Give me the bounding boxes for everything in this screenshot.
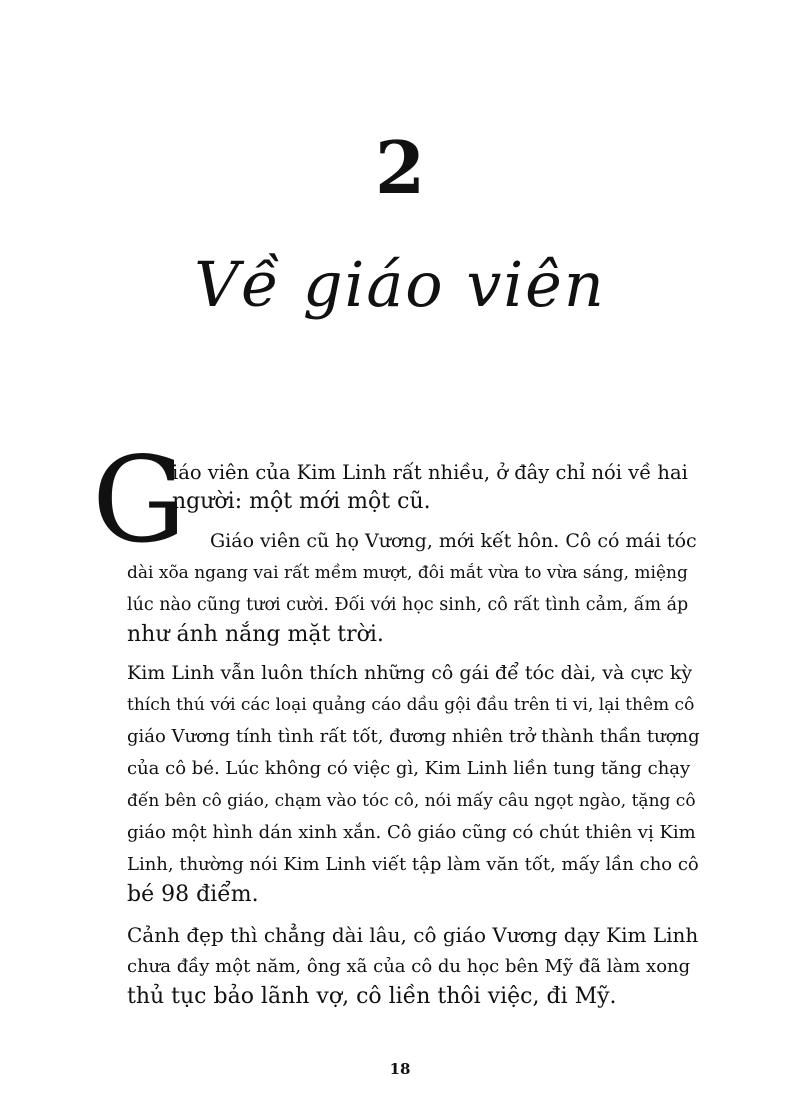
text-line: giáo một hình dán xinh xắn. Cô giáo cũng có chút thiên vị Kim (127, 822, 696, 843)
text-line: đến bên cô giáo, chạm vào tóc cô, nói mấy câu ngọt ngào, tặng cô (127, 791, 696, 811)
text-line: bé 98 điểm. (127, 882, 259, 907)
text-line: thủ tục bảo lãnh vợ, cô liền thôi việc, đi Mỹ. (127, 984, 617, 1009)
text-line: người: một mới một cũ. (172, 489, 431, 514)
text-line: chưa đầy một năm, ông xã của cô du học bên Mỹ đã làm xong (127, 956, 691, 977)
text-line: của cô bé. Lúc không có việc gì, Kim Linh liền tung tăng chạy (127, 758, 691, 779)
chapter-title: Về giáo viên (194, 248, 606, 321)
text-line: Cảnh đẹp thì chẳng dài lâu, cô giáo Vương dạy Kim Linh (127, 923, 699, 947)
text-line: iáo viên của Kim Linh rất nhiều, ở đây chỉ nói về hai (172, 461, 688, 484)
text-line: lúc nào cũng tươi cười. Đối với học sinh, cô rất tình cảm, ấm áp (127, 595, 689, 615)
text-line: thích thú với các loại quảng cáo dầu gội đầu trên ti vi, lại thêm cô (127, 695, 695, 715)
text-line: Giáo viên cũ họ Vương, mới kết hôn. Cô có mái tóc (210, 530, 697, 552)
text-line: như ánh nắng mặt trời. (127, 622, 384, 647)
text-line: Linh, thường nói Kim Linh viết tập làm văn tốt, mấy lần cho cô (127, 854, 699, 875)
text-line: Kim Linh vẫn luôn thích những cô gái để tóc dài, và cực kỳ (127, 662, 693, 684)
drop-cap: G (92, 431, 187, 569)
text-line: dài xõa ngang vai rất mềm mượt, đôi mắt vừa to vừa sáng, miệng (127, 563, 688, 583)
chapter-number: 2 (374, 125, 426, 210)
page-number: 18 (389, 1060, 411, 1078)
text-line: giáo Vương tính tình rất tốt, đương nhiên trở thành thần tượng (127, 726, 700, 747)
